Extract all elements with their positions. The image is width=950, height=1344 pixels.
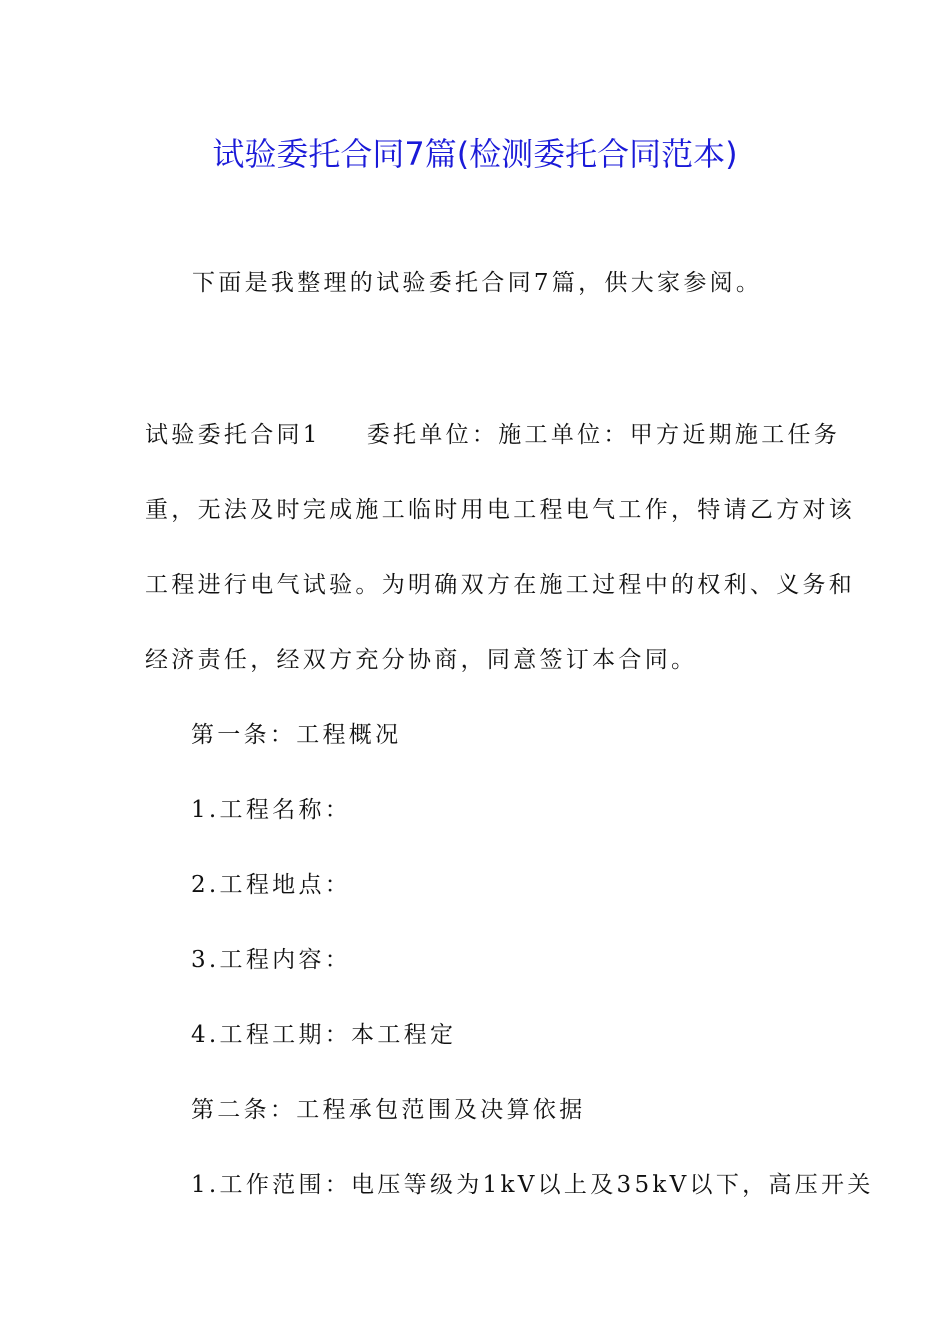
section-heading: 试验委托合同1 [145,422,321,448]
clause-item: 4.工程工期：本工程定 [191,1022,457,1048]
document-title: 试验委托合同7篇(检测委托合同范本) [212,135,738,173]
contract-body [145,398,874,1223]
body-line: 经济责任，经双方充分协商，同意签订本合同。 [145,647,698,673]
body-text: 委托单位：施工单位：甲方近期施工任务 [366,422,841,448]
clause-item: 1.工作范围：电压等级为1kV以上及35kV以下，高压开关 [191,1172,874,1198]
body-line: 重，无法及时完成施工临时用电工程电气工作，特请乙方对该 [145,497,856,523]
clause-item: 3.工程内容： [191,947,352,973]
clause-item: 2.工程地点： [191,872,352,898]
clause-heading: 第一条：工程概况 [191,722,402,748]
clause-heading: 第二条：工程承包范围及决算依据 [191,1097,586,1123]
clause-item: 1.工程名称： [191,797,352,823]
body-line: 工程进行电气试验。为明确双方在施工过程中的权利、义务和 [145,572,856,598]
intro-paragraph: 下面是我整理的试验委托合同7篇，供大家参阅。 [192,270,763,296]
body-line [145,398,841,473]
